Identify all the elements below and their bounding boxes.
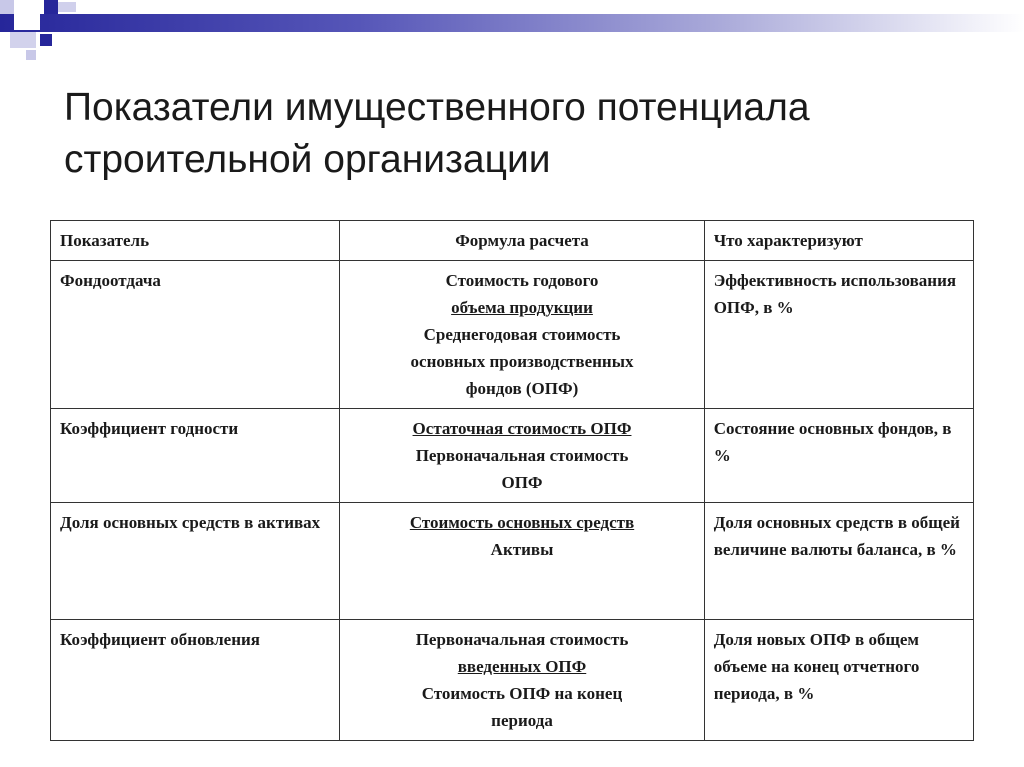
decor-square: [10, 32, 36, 48]
header-band: [0, 14, 1024, 32]
indicators-table: [50, 220, 974, 741]
meaning-cell: Доля новых ОПФ в общем объеме на конец отчетного периода, в %: [704, 620, 973, 741]
header-meaning: Что характеризуют: [704, 221, 973, 261]
slide-title-line-1: Показатели имущественного потенциала: [64, 86, 810, 129]
meaning-cell: Состояние основных фондов, в %: [704, 409, 973, 503]
indicator-cell: Коэффициент обновления: [51, 620, 340, 741]
decor-square: [0, 0, 14, 14]
decor-square: [44, 0, 58, 14]
formula-cell: [340, 503, 704, 620]
indicator-cell: Доля основных средств в активах: [51, 503, 340, 620]
table-row: [51, 503, 974, 620]
formula-cell: [340, 409, 704, 503]
decor-square: [40, 34, 52, 46]
formula-line: введенных ОПФ: [457, 657, 587, 676]
formula-line: ОПФ: [501, 473, 543, 492]
formula-line: периода: [491, 711, 553, 730]
header-formula: Формула расчета: [340, 221, 704, 261]
decor-square: [26, 50, 36, 60]
formula-line: Остаточная стоимость ОПФ: [412, 419, 632, 438]
formula-line: фондов (ОПФ): [465, 379, 579, 398]
formula-cell: [340, 620, 704, 741]
header-indicator: Показатель: [51, 221, 340, 261]
formula-line: Стоимость основных средств: [409, 513, 635, 532]
indicator-cell: Фондоотдача: [51, 261, 340, 409]
table-row: [51, 620, 974, 741]
formula-line: Стоимость ОПФ на конец: [421, 684, 623, 703]
meaning-cell: Доля основных средств в общей величине валюты баланса, в %: [704, 503, 973, 620]
formula-cell: [340, 261, 704, 409]
slide-title: [64, 82, 964, 186]
table-header-row: [51, 221, 974, 261]
formula-line: объема продукции: [451, 298, 593, 317]
table-row: [51, 409, 974, 503]
decor-square: [14, 0, 40, 30]
slide-title-line-2: строительной организации: [64, 138, 551, 181]
meaning-cell: Эффективность использования ОПФ, в %: [704, 261, 973, 409]
formula-line: Первоначальная стоимость: [415, 630, 629, 649]
formula-line: Активы: [490, 540, 554, 559]
formula-line: основных производственных: [410, 352, 634, 371]
formula-line: Стоимость годового: [445, 271, 599, 290]
decor-square: [58, 2, 76, 12]
formula-line: Среднегодовая стоимость: [423, 325, 621, 344]
table-row: [51, 261, 974, 409]
indicator-cell: Коэффициент годности: [51, 409, 340, 503]
formula-line: Первоначальная стоимость: [415, 446, 629, 465]
